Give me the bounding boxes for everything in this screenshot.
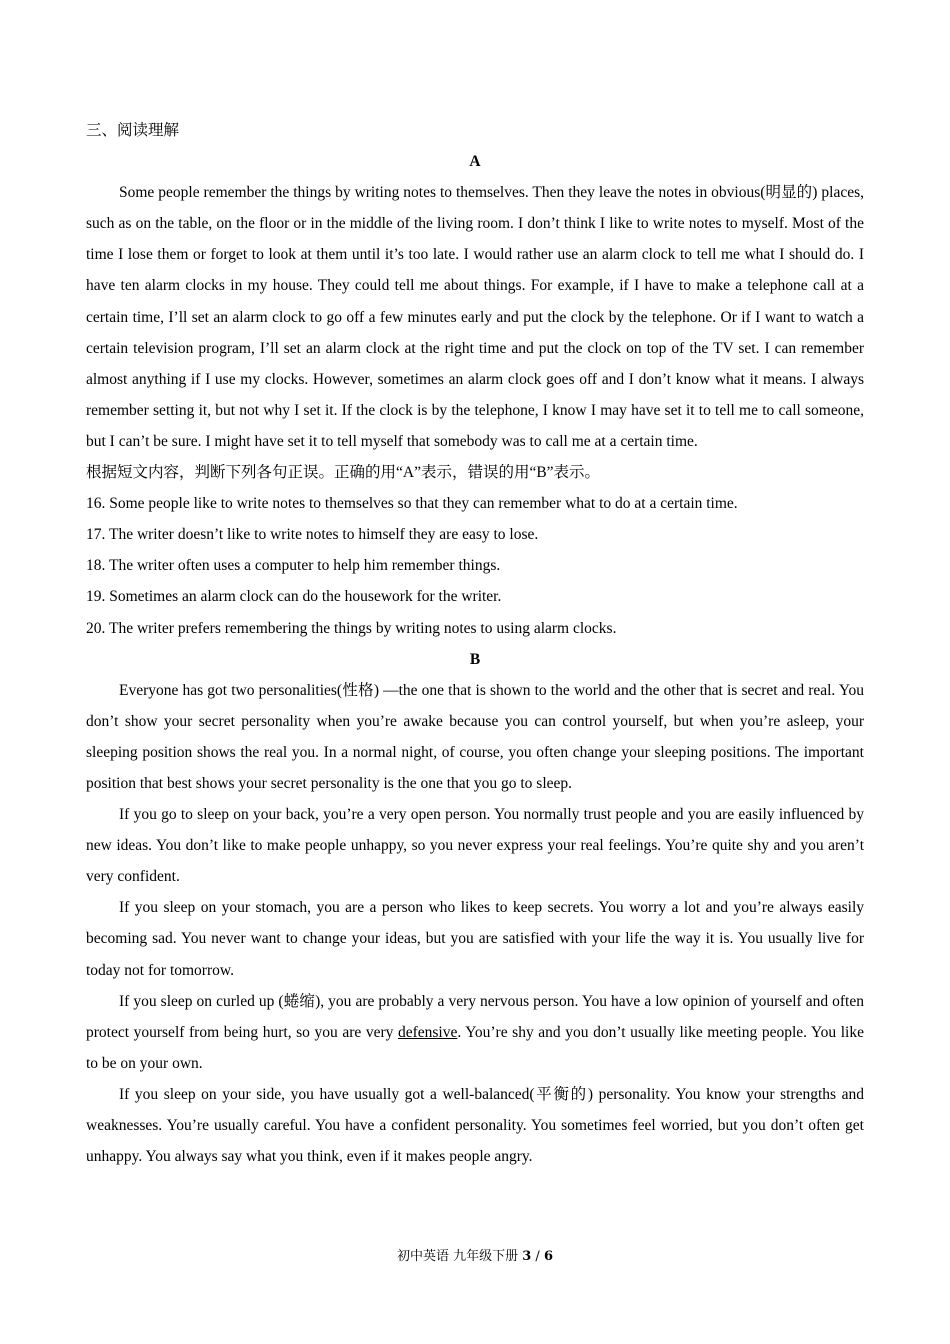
passage-b-paragraph-5: If you sleep on your side, you have usually got a well-balanced(平衡的) personality. You know your strengths and weaknesses. You’re usually careful. You have a confident personality. You sometimes feel worried, but you don’t often get unhappy. You always say what you think, even if it makes people angry.	[86, 1085, 864, 1166]
passage-b-paragraph-2: If you go to sleep on your back, you’re a very open person. You normally trust people and you are easily influenced by new ideas. You don’t like to make people unhappy, so you never express your real feelings. You’re quite shy and you aren’t very confident.	[86, 806, 864, 886]
passage-b-paragraph-3: If you sleep on your stomach, you are a person who likes to keep secrets. You worry a lot and you’re always easily becoming sad. You never want to change your ideas, but you are satisfied with your life the way it is. You usually live for today not for tomorrow.	[86, 899, 864, 979]
question-20: 20. The writer prefers remembering the things by writing notes to using alarm clocks.	[86, 619, 617, 637]
document-page	[86, 115, 864, 1172]
question-19: 19. Sometimes an alarm clock can do the housework for the writer.	[86, 588, 502, 606]
passage-a-paragraph: Some people remember the things by writing notes to themselves. Then they leave the notes in obvious(明显的) places, such as on the table, on the floor or in the middle of the living room. I don’t think I like to write notes to myself. Most of the time I lose them or forget to look at them until it’s too late. I would rather use an alarm clock to tell me what I should do. I have ten alarm clocks in my house. They could tell me about things. For example, if I have to make a telephone call at a certain time, I’ll set an alarm clock to go off a few minutes early and put the clock by the telephone. Or if I want to watch a certain television program, I’ll set an alarm clock at the right time and put the clock on top of the TV set. I can remember almost anything if I use my clocks. However, sometimes an alarm clock goes off and I don’t know what it means. I always remember setting it, but not why I set it. If the clock is by the telephone, I know I may have set it to tell me to call someone, but I can’t be sure. I might have set it to tell myself that somebody was to call me at a certain time.	[86, 184, 864, 450]
passage-a-heading: A	[469, 153, 481, 171]
section-title: 三、阅读理解	[86, 122, 180, 139]
underlined-word: defensive	[397, 1023, 458, 1041]
passage-b-paragraph-4	[86, 986, 864, 1079]
page-current: 3	[522, 1249, 532, 1264]
p4-text-after: . You’re shy and you don’t usually like meeting people. You like to be on your own.	[86, 1023, 864, 1072]
question-17: 17. The writer doesn’t like to write notes to himself they are easy to lose.	[86, 526, 539, 544]
passage-b-paragraph-1: Everyone has got two personalities(性格) —the one that is shown to the world and the other that is secret and real. You don’t show your secret personality when you’re awake because you can control yourself, but when you’re asleep, your sleeping position shows the real you. In a normal night, of course, you often change your sleeping positions. The important position that best shows your secret personality is the one that you go to sleep.	[86, 681, 864, 792]
question-18: 18. The writer often uses a computer to help him remember things.	[86, 557, 501, 575]
page-footer	[0, 1245, 950, 1264]
page-separator: /	[531, 1249, 544, 1264]
question-16: 16. Some people like to write notes to themselves so that they can remember what to do at a certain time.	[86, 495, 738, 513]
passage-b-heading: B	[469, 650, 481, 668]
p4-text-before: If you sleep on curled up (蜷缩), you are probably a very nervous person. You have a low opinion of yourself and often protect yourself from being hurt, so you are very	[86, 992, 864, 1041]
instruction: 根据短文内容，判断下列各句正误。正确的用“A”表示，错误的用“B”表示。	[86, 464, 601, 482]
page-total: 6	[543, 1249, 553, 1264]
footer-label: 初中英语 九年级下册	[396, 1249, 523, 1264]
